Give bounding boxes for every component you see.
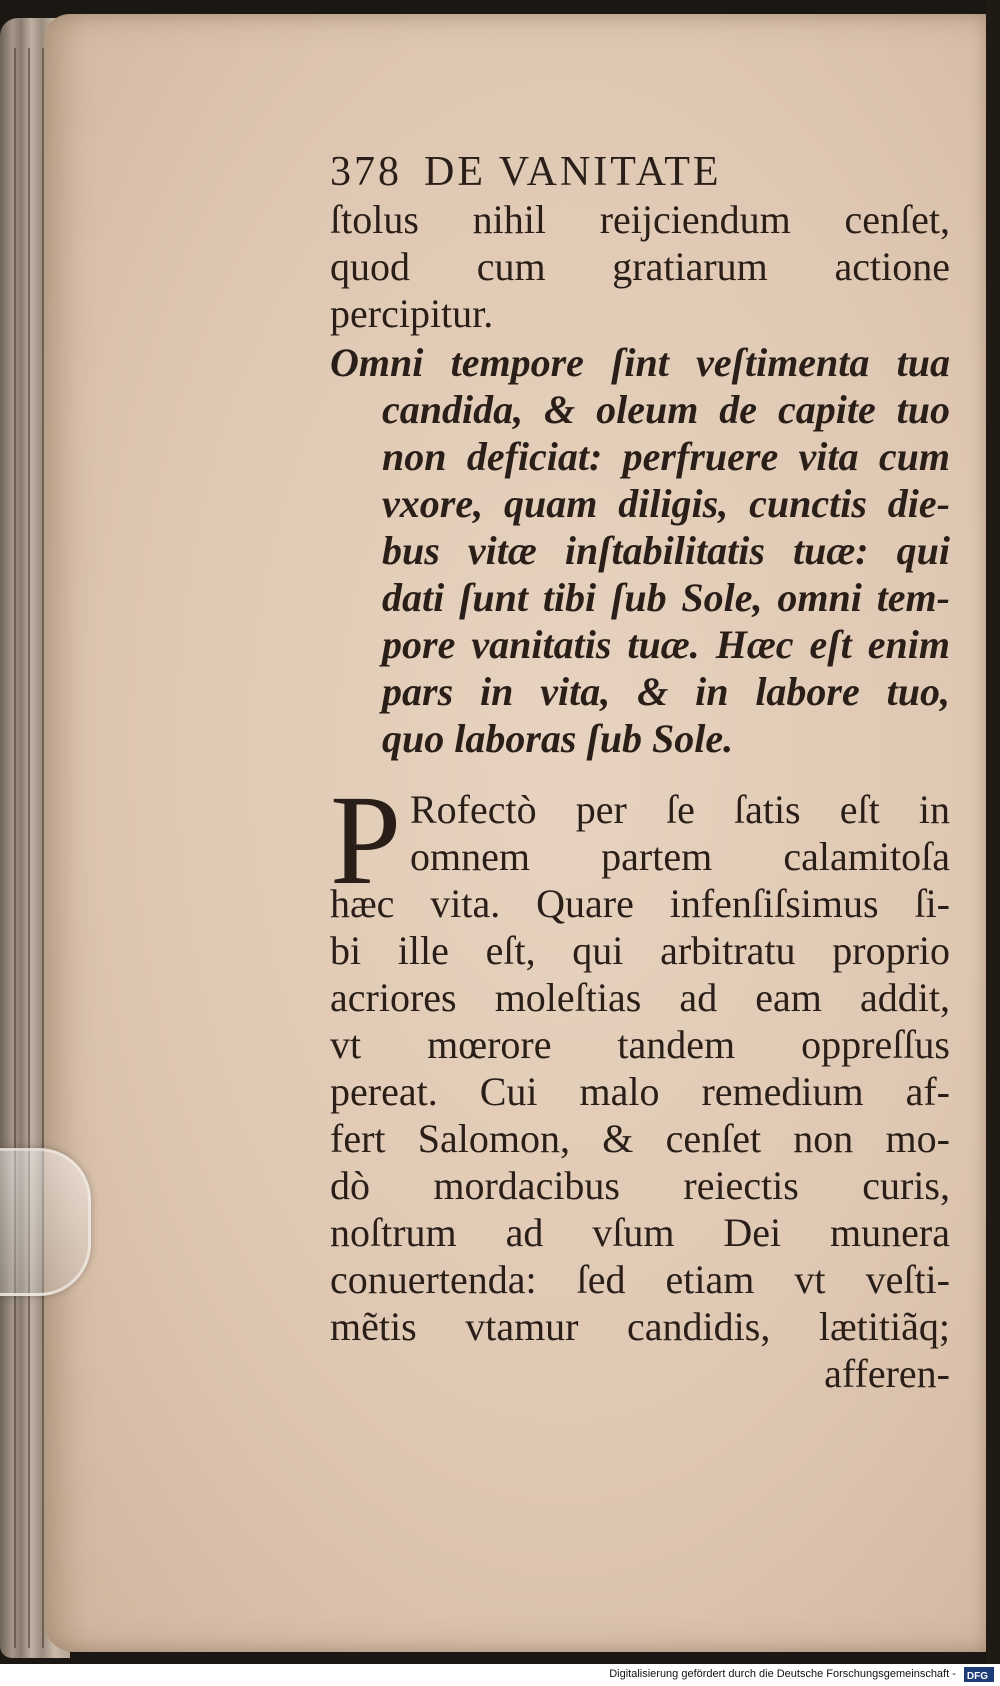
commentary-paragraph	[330, 769, 950, 1397]
quote-line: vxore, quam diligis, cunctis die-	[382, 481, 950, 526]
quote-line: Omni tempore ſint veſtimenta tua	[330, 340, 950, 385]
page-number: 378	[330, 149, 402, 195]
text-line: acriores moleſtias ad eam addit,	[330, 975, 950, 1020]
text-line: ſtolus nihil reijciendum cenſet,	[330, 197, 950, 242]
quote-line: dati ſunt tibi ſub Sole, omni tem-	[382, 575, 950, 620]
text-line: fert Salomon, & cenſet non mo-	[330, 1116, 950, 1161]
page-clip	[0, 1148, 91, 1296]
opening-lines	[330, 196, 950, 337]
quote-line: candida, & oleum de capite tuo	[382, 387, 950, 432]
quote-line: non deficiat: perfruere vita cum	[382, 434, 950, 479]
catchword: afferen-	[824, 1351, 950, 1396]
text-line: dò mordacibus reiectis curis,	[330, 1163, 950, 1208]
text-line: pereat. Cui malo remedium af-	[330, 1069, 950, 1114]
drop-cap: P	[330, 769, 402, 911]
text-line: hæc vita. Quare infenſiſsimus ſi-	[330, 881, 950, 926]
edge-line	[28, 48, 30, 1648]
text-line: Rofectò per ſe ſatis eſt in	[410, 787, 950, 832]
quote-line: bus vitæ inſtabilitatis tuæ: qui	[382, 528, 950, 573]
quote-line: pore vanitatis tuæ. Hæc eſt enim	[382, 622, 950, 667]
digitization-footer	[0, 1664, 1000, 1686]
running-title: DE VANITATE	[424, 149, 722, 195]
right-background	[986, 0, 1000, 1686]
text-line: mẽtis vtamur candidis, lætitiãq;	[330, 1304, 950, 1349]
quote-line: pars in vita, & in labore tuo,	[382, 669, 950, 714]
text-line: quod cum gratiarum actione	[330, 244, 950, 289]
funding-credit: Digitalisierung gefördert durch die Deutsche Forschungsgemeinschaft -	[609, 1668, 956, 1680]
text-line: bi ille eſt, qui arbitratu proprio	[330, 928, 950, 973]
scripture-quote	[330, 339, 950, 762]
running-header	[330, 148, 950, 196]
text-line: conuertenda: ſed etiam vt veſti-	[330, 1257, 950, 1302]
quote-line: quo laboras ſub Sole.	[382, 716, 734, 761]
text-line: noſtrum ad vſum Dei munera	[330, 1210, 950, 1255]
page-text	[330, 148, 950, 1397]
text-line: percipitur.	[330, 291, 494, 336]
edge-line	[14, 48, 16, 1648]
text-line: vt mœrore tandem oppreſſus	[330, 1022, 950, 1067]
text-line: omnem partem calamitoſa	[410, 834, 950, 879]
dfg-logo: DFG	[964, 1667, 994, 1682]
